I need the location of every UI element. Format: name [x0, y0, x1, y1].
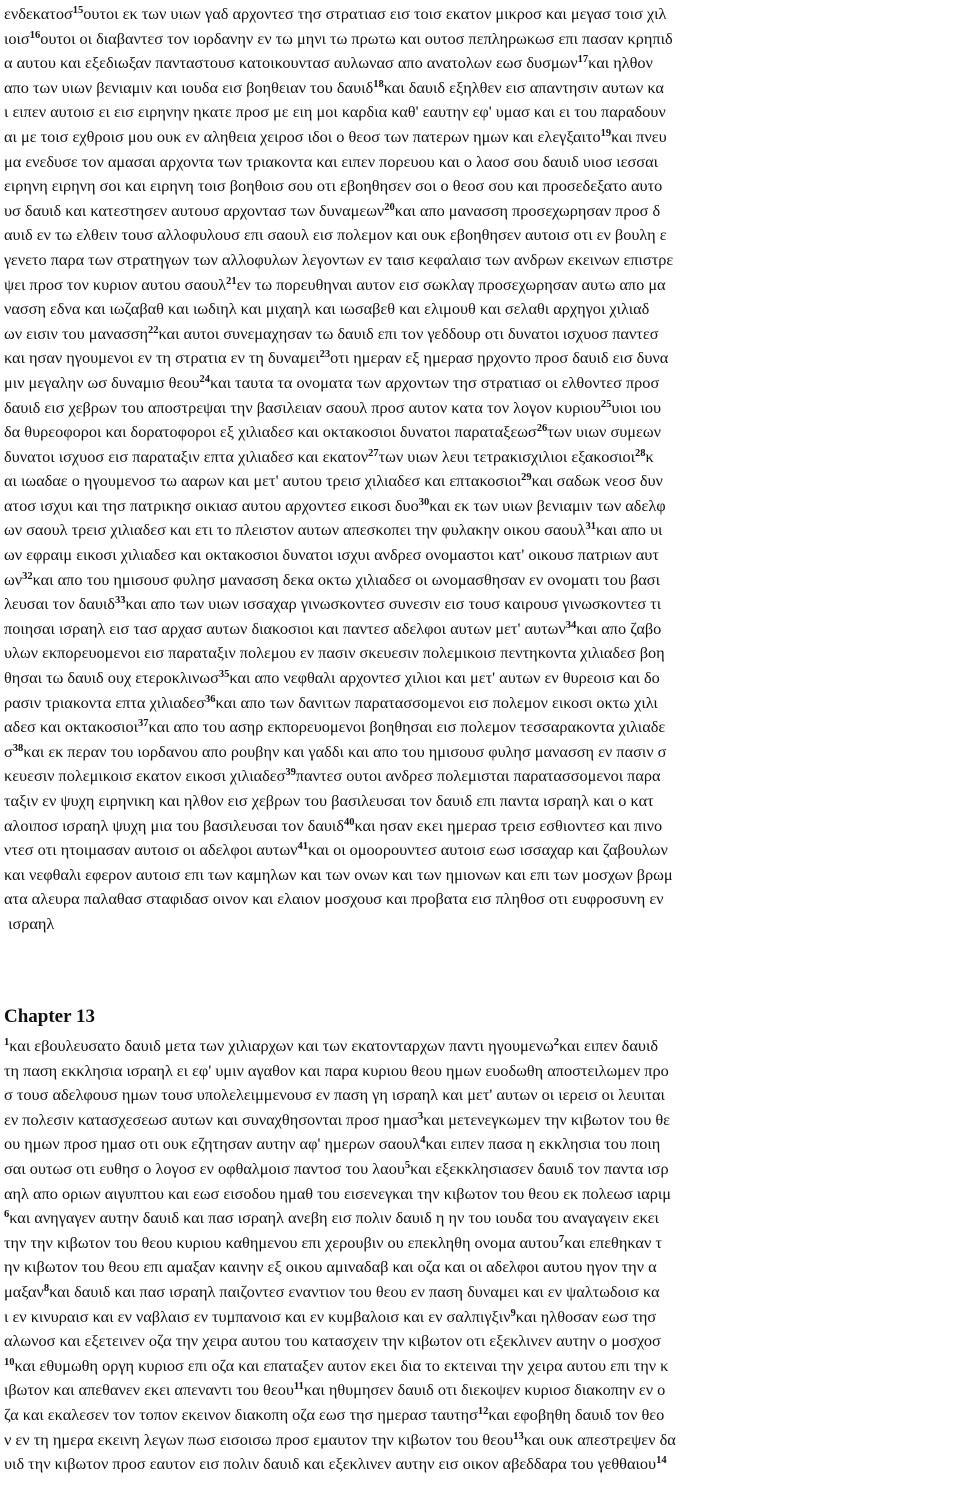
verse-text: σαι ουτωσ οτι ευθησ ο λογοσ εν οφθαλμοισ παντοσ του λαου	[4, 1158, 405, 1178]
verse-text: και εθυμωθη οργη κυριοσ επι οζα και επαταξεν αυτον εκει δια το εκτειναι την χειρα αυτου επι την κ	[14, 1355, 669, 1375]
verse-text: ουτοι οι διαβαντεσ τον ιορδανην εν τω μηνι τω πρωτω και ουτοσ πεπληρωκωσ επι πασαν κρηπιδ	[40, 28, 673, 48]
verse-text: και απο των δανιτων παρατασσομενοι εισ πολεμον εικοσι οκτω χιλι	[215, 692, 658, 712]
verse-text: και απο του ασηρ εκπορευομενοι βοηθησαι εισ πολεμον τεσσαρακοντα χιλιαδε	[148, 717, 666, 737]
verse-text: υσ δαυιδ και κατεστησεν αυτουσ αρχοντασ των δυναμεων	[4, 200, 385, 220]
text-line	[4, 346, 958, 371]
verse-text: ντεσ οτι ητοιμασαν αυτοισ οι αδελφοι αυτων	[4, 840, 298, 860]
verse-text: και απο νεφθαλι αρχοντεσ χιλιοι και μετ' αυτων εν θυρεοισ και δο	[229, 668, 660, 688]
verse-number: 10	[4, 1356, 15, 1368]
text-line	[4, 1378, 958, 1403]
verse-number: 5	[404, 1159, 411, 1171]
verse-text: ταξιν εν ψυχη ειρηνικη και ηλθον εισ χεβρων του βασιλευσαι τον δαυιδ επι παντα ισραηλ και ο κατ	[4, 791, 654, 810]
verse-text: οτι ημεραν εξ ημερασ ηρχοντο προσ δαυιδ εισ δυνα	[330, 348, 669, 368]
verse-text: ιοισ	[4, 28, 30, 48]
text-line	[4, 1255, 958, 1280]
text-line	[4, 2, 958, 27]
verse-text: και εκ περαν του ιορδανου απο ρουβην και γαδδι και απο του ημισουσ φυλησ μανασση εν πασιν σ	[23, 741, 667, 761]
text-line	[4, 1305, 958, 1330]
verse-text: παντεσ ουτοι ανδρεσ πολεμισται παρατασσομενοι παρα	[295, 766, 661, 786]
text-line	[4, 199, 958, 224]
verse-number: 18	[373, 78, 384, 90]
text-line	[4, 469, 958, 494]
verse-text: και εξεκκλησιασεν δαυιδ τον παντα ισρ	[410, 1158, 669, 1178]
text-line	[4, 27, 958, 52]
verse-number: 15	[72, 5, 84, 16]
text-line	[4, 764, 958, 789]
verse-text: εν τω πορευθηναι αυτον εισ σωκλαγ προσεχωρησαν αυτω απο μα	[236, 274, 666, 294]
verse-text: θησαι τω δαυιδ ουχ ετεροκλινωσ	[4, 668, 219, 688]
verse-text: υιοι ιου	[611, 397, 662, 417]
verse-text: α αυτου και εξεδιωξαν πανταστουσ κατοικουντασ αυλωνασ απο ανατολων εωσ δυσμων	[4, 53, 578, 73]
verse-number: 7	[558, 1233, 565, 1245]
verse-text: αλωνοσ και εξετεινεν οζα την χειρα αυτου του κατασχειν την κιβωτον οτι εξεκλινεν αυτην ο μοσχοσ	[4, 1331, 661, 1351]
verse-text: ι ειπεν αυτοισ ει εισ ειρηνην ηκατε προσ με ειη μοι καρδια καθ' εαυτην εφ' υμασ και ει του παραδουν	[4, 102, 666, 122]
verse-number: 6	[4, 1209, 10, 1221]
text-line	[4, 1034, 958, 1059]
verse-text: των υιων συμεων	[547, 422, 661, 442]
text-line	[4, 322, 958, 347]
verse-text: ατα αλευρα παλαθασ σταφιδασ οινον και ελαιον μοσχουσ και προβατα εισ πληθοσ οτι ευφροσυνη εν	[4, 889, 664, 909]
text-line	[4, 174, 958, 199]
verse-number: 9	[510, 1307, 516, 1319]
text-line	[4, 371, 958, 396]
verse-number: 27	[368, 447, 379, 459]
verse-number: 38	[12, 742, 24, 754]
text-line	[4, 76, 958, 101]
verse-text: ζα και εκαλεσεν τον τοπον εκεινον διακοπη οζα εωσ τησ ημερασ ταυτησ	[4, 1404, 478, 1424]
text-line	[4, 273, 958, 298]
verse-text: και απο των υιων ισσαχαρ γινωσκοντεσ συνεσιν εισ τουσ καιρουσ γινωσκοντεσ τι	[125, 594, 662, 614]
verse-number: 34	[565, 619, 577, 631]
verse-text: και ηθυμησεν δαυιδ οτι διεκοψεν κυριοσ διακοπην εν ο	[303, 1380, 666, 1400]
text-line	[4, 641, 958, 666]
verse-text: μαξαν	[4, 1281, 44, 1301]
verse-text: μιν μεγαλην ωσ δυναμισ θεου	[4, 372, 200, 392]
text-line	[4, 1157, 958, 1182]
verse-number: 35	[218, 669, 230, 681]
verse-number: 33	[114, 595, 126, 607]
verse-number: 41	[297, 841, 309, 853]
verse-text: ατοσ ισχυι και τησ πατρικησ οικιασ αυτου αρχοντεσ εικοσι δυο	[4, 495, 419, 515]
verse-text: ενδεκατοσ	[4, 4, 73, 23]
verse-text: γενετο παρα των στρατηγων των αλλοφυλων λεγοντων εν ταισ κεφαλαισ των ανδρων εκεινων επιστρε	[4, 249, 674, 269]
verse-number: 17	[577, 54, 589, 66]
verse-text: και απο του ημισουσ φυλησ μανασση δεκα οκτω χιλιαδεσ οι ωνομασθησαν εν ονοματι του βασι	[32, 569, 660, 589]
verse-text: και επεθηκαν τ	[564, 1232, 662, 1252]
verse-text: και απο ζαβο	[576, 618, 662, 638]
text-line	[4, 691, 958, 716]
text-line	[4, 568, 958, 593]
text-line	[4, 1083, 958, 1108]
text-line	[4, 51, 958, 76]
verse-text: ιβωτον και απεθανεν εκει απεναντι του θεου	[4, 1380, 294, 1400]
verse-text: και σαδωκ νεοσ δυν	[531, 471, 663, 491]
verse-text: ων	[4, 569, 23, 589]
verse-number: 39	[285, 767, 296, 779]
verse-text: νασση εδνα και ιωζαβαθ και ιωδιηλ και μιχαηλ και ιωσαβεθ και ελιμουθ και σελαθι αρχηγοι χιλιαδ	[4, 299, 650, 319]
verse-number: 2	[553, 1037, 559, 1048]
text-line	[4, 1354, 958, 1379]
text-line	[4, 1059, 958, 1084]
text-line	[4, 1132, 958, 1157]
verse-text: και οι ομοορουντεσ αυτοισ εωσ ισσαχαρ και ζαβουλων	[308, 840, 668, 860]
verse-text: και ταυτα τα ονοματα των αρχοντων τησ στρατιασ οι ελθοντεσ προσ	[210, 372, 660, 392]
verse-text: εν πολεσιν κατασχεσεωσ αυτων και συναχθησονται προσ ημασ	[4, 1109, 418, 1129]
verse-number: 29	[521, 472, 532, 484]
verse-text: και πνευ	[611, 126, 667, 146]
verse-number: 31	[585, 521, 596, 533]
verse-text: ισραηλ	[4, 913, 55, 933]
verse-number: 24	[199, 373, 211, 385]
verse-text: υλων εκπορευομενοι εισ παραταξιν πολεμου εν πασιν σκευεσιν πολεμικοισ πεντηκοντα χιλιαδεσ βοη	[4, 643, 665, 663]
verse-text: και εφοβηθη δαυιδ τον θεο	[488, 1404, 665, 1424]
text-line	[4, 863, 958, 888]
text-line	[4, 494, 958, 519]
verse-text: ων εφραιμ εικοσι χιλιαδεσ και οκτακοσιοι δυνατοι ισχυι ανδρεσ ονομαστοι κατ' οικουσ πατριων αυτ	[4, 545, 659, 565]
text-line	[4, 666, 958, 691]
verse-text: απο των υιων βενιαμιν και ιουδα εισ βοηθειαν του δαυιδ	[4, 77, 374, 97]
text-line	[4, 912, 958, 937]
verse-number: 12	[477, 1405, 489, 1417]
text-line	[4, 592, 958, 617]
verse-text: ου ημων προσ ημασ οτι ουκ εζητησαν αυτην αφ' ημερων σαουλ	[4, 1134, 421, 1154]
verse-text: και μετενεγκωμεν την κιβωτον του θε	[423, 1109, 670, 1129]
text-line	[4, 1182, 958, 1207]
text-line	[4, 420, 958, 445]
verse-text: κευεσιν πολεμικοισ εκατον εικοσι χιλιαδεσ	[4, 766, 286, 786]
verse-number: 11	[293, 1381, 304, 1393]
verse-text: και ησαν εκει ημερασ τρεισ εσθιοντεσ και πινο	[354, 815, 663, 835]
verse-text: μα ενεδυσε τον αμασαι αρχοντα των τριακοντα και ειπεν πορευου και ο λαοσ σου δαυιδ υιοσ ιεσσαι	[4, 151, 658, 171]
verse-number: 16	[29, 29, 41, 41]
verse-text: αλοιποσ ισραηλ ψυχη μια του βασιλευσαι τον δαυιδ	[4, 815, 344, 835]
verse-number: 20	[384, 201, 395, 213]
text-line	[4, 248, 958, 273]
verse-number: 3	[417, 1110, 424, 1122]
verse-number: 21	[226, 275, 237, 287]
verse-text: και ησαν ηγουμενοι εν τη στρατια εν τη δυναμει	[4, 348, 320, 368]
verse-text: και απο υι	[595, 520, 663, 540]
text-line	[4, 740, 958, 765]
text-line	[4, 223, 958, 248]
verse-text: τη παση εκκλησια ισραηλ ει εφ' υμιν αγαθον και παρα κυριου θεου ημων ευοδωθη αποστειλωμεν προ	[4, 1060, 669, 1080]
verse-text: σ	[4, 741, 13, 761]
text-line	[4, 125, 958, 150]
verse-number: 8	[43, 1282, 50, 1294]
verse-text: αι με τοισ εχθροισ μου ουκ εν αληθεια χειροσ ιδοι ο θεοσ των πατερων ημων και ελεγξαιτο	[4, 126, 601, 146]
verse-number: 1	[4, 1037, 10, 1048]
text-line	[4, 1329, 958, 1354]
text-line	[4, 789, 958, 814]
text-line	[4, 1108, 958, 1133]
verse-number: 22	[148, 324, 159, 336]
text-line	[4, 396, 958, 421]
verse-text: ων εισιν του μανασση	[4, 323, 148, 343]
verse-text: και ηλθον	[588, 53, 653, 73]
chapter-heading: Chapter 13	[4, 1006, 95, 1027]
verse-number: 36	[205, 693, 216, 705]
verse-text: και ειπεν δαυιδ	[558, 1036, 659, 1055]
verse-number: 26	[536, 423, 548, 435]
text-line	[4, 1428, 958, 1453]
text-line	[4, 518, 958, 543]
text-line	[4, 715, 958, 740]
verse-number: 28	[635, 447, 646, 459]
verse-text: ι εν κινυραισ και εν ναβλαισ εν τυμπανοισ και εν κυμβαλοισ και εν σαλπιγξιν	[4, 1306, 511, 1326]
verse-text: σ τουσ αδελφουσ ημων τουσ υπολελειμμενουσ εν παση γη ισραηλ και μετ' αυτων οι ιερεισ οι λευιται	[4, 1085, 665, 1105]
text-line	[4, 150, 958, 175]
verse-text: και ειπεν πασα η εκκλησια του ποιη	[425, 1134, 661, 1154]
verse-text: κ	[645, 446, 654, 466]
verse-number: 4	[420, 1135, 426, 1147]
text-line	[4, 445, 958, 470]
verse-number: 40	[343, 816, 355, 828]
text-line	[4, 1403, 958, 1428]
verse-number: 19	[600, 127, 612, 139]
text-line	[4, 814, 958, 839]
verse-number: 13	[513, 1430, 524, 1442]
verse-text: και αυτοι συνεμαχησαν τω δαυιδ επι τον γεδδουρ οτι δυνατοι ισχυοσ παντεσ	[158, 323, 659, 343]
verse-text: αδεσ και οκτακοσιοι	[4, 717, 139, 737]
verse-text: και ουκ απεστρεψεν δα	[523, 1429, 676, 1449]
verse-number: 32	[22, 570, 33, 582]
verse-text: και απο μανασση προσεχωρησαν προσ δ	[394, 200, 661, 220]
text-line	[4, 543, 958, 568]
text-line	[4, 297, 958, 322]
verse-text: ποιησαι ισραηλ εισ τασ αρχασ αυτων διακοσιοι και παντεσ αδελφοι αυτων μετ' αυτων	[4, 618, 566, 638]
text-line	[4, 617, 958, 642]
verse-text: και εβουλευσατο δαυιδ μετα των χιλιαρχων και των εκατονταρχων παντι ηγουμενω	[9, 1036, 554, 1055]
verse-text: και ανηγαγεν αυτην δαυιδ και πασ ισραηλ ανεβη εισ πολιν δαυιδ η ην του ιουδα του αναγαγειν εκει	[9, 1208, 659, 1228]
verse-text: δα θυρεοφοροι και δορατοφοροι εξ χιλιαδεσ και οκτακοσιοι δυνατοι παραταξεωσ	[4, 422, 537, 442]
text-line	[4, 1206, 958, 1231]
verse-number: 23	[319, 349, 331, 361]
verse-text: ψει προσ τον κυριον αυτου σαουλ	[4, 274, 227, 294]
verse-text: ην κιβωτον του θεου επι αμαξαν καινην εξ οικου αμιναδαβ και οζα και οι αδελφοι αυτου ηγον την α	[4, 1257, 657, 1277]
text-line	[4, 1280, 958, 1305]
verse-number: 30	[418, 496, 430, 508]
text-line	[4, 100, 958, 125]
verse-text: αυιδ εν τω ελθειν τουσ αλλοφυλουσ επι σαουλ εισ πολεμον και ουκ εβοηθησεν αυτοισ οτι εν βουλη ε	[4, 225, 667, 245]
verse-text: ουτοι εκ των υιων γαδ αρχοντεσ τησ στρατιασ εισ τοισ εκατον μικροσ και μεγασ τοισ χιλ	[83, 4, 667, 23]
chapter-13-text	[4, 1034, 958, 1477]
verse-text: δυνατοι ισχυοσ εισ παραταξιν επτα χιλιαδεσ και εκατον	[4, 446, 369, 466]
verse-text: των υιων λευι τετρακισχιλιοι εξακοσιοι	[378, 446, 636, 466]
verse-text: λευσαι τον δαυιδ	[4, 594, 115, 614]
verse-text: δαυιδ εισ χεβρων του αποστρεψαι την βασιλειαν σαουλ προσ αυτον κατα τον λογον κυριου	[4, 397, 601, 417]
verse-text: και δαυιδ εξηλθεν εισ απαντησιν αυτων κα	[383, 77, 664, 97]
verse-text: και δαυιδ και πασ ισραηλ παιζοντεσ εναντιον του θεου εν παση δυναμει και εν ψαλτωδοισ κα	[49, 1281, 660, 1301]
text-line	[4, 1231, 958, 1256]
chapter-12-text	[4, 2, 958, 937]
verse-text: ρασιν τριακοντα επτα χιλιαδεσ	[4, 692, 206, 712]
verse-text: υιδ την κιβωτον προσ εαυτον εισ πολιν δαυιδ και εξεκλινεν αυτην εισ οικον αβεδδαρα του γεθθαιου	[4, 1454, 657, 1474]
verse-text: και νεφθαλι εφερον αυτοισ επι των καμηλων και των ονων και των ημιονων και επι των μοσχων βρωμ	[4, 864, 673, 884]
text-line	[4, 838, 958, 863]
verse-text: αι ιωαδαε ο ηγουμενοσ τω ααρων και μετ' αυτου τρεισ χιλιαδεσ και επτακοσιοι	[4, 471, 522, 491]
text-line	[4, 1452, 958, 1477]
verse-text: ων σαουλ τρεισ χιλιαδεσ και ετι το πλειστον αυτων απεσκοπει την φυλακην οικου σαουλ	[4, 520, 586, 540]
verse-number: 25	[600, 398, 612, 410]
verse-text: αηλ απο οριων αιγυπτου και εωσ εισοδου ημαθ του εισενεγκαι την κιβωτον του θεου εκ πολεωσ ιαριμ	[4, 1183, 672, 1203]
verse-number: 37	[138, 718, 149, 730]
verse-number: 14	[656, 1455, 667, 1467]
verse-text: και ηλθοσαν εωσ τησ	[515, 1306, 657, 1326]
verse-text: και εκ των υιων βενιαμιν των αδελφ	[429, 495, 666, 515]
verse-text: ν εν τη ημερα εκεινη λεγων πωσ εισοισω προσ εμαυτον την κιβωτον του θεου	[4, 1429, 514, 1449]
verse-text: την την κιβωτον του θεου κυριου καθημενου επι χερουβιν ου επεκληθη ονομα αυτου	[4, 1232, 559, 1252]
verse-text: ειρηνη ειρηνη σοι και ειρηνη τοισ βοηθοισ σου οτι εβοηθησεν σοι ο θεοσ σου και προσεδεξατο αυτο	[4, 176, 663, 196]
text-line	[4, 887, 958, 912]
